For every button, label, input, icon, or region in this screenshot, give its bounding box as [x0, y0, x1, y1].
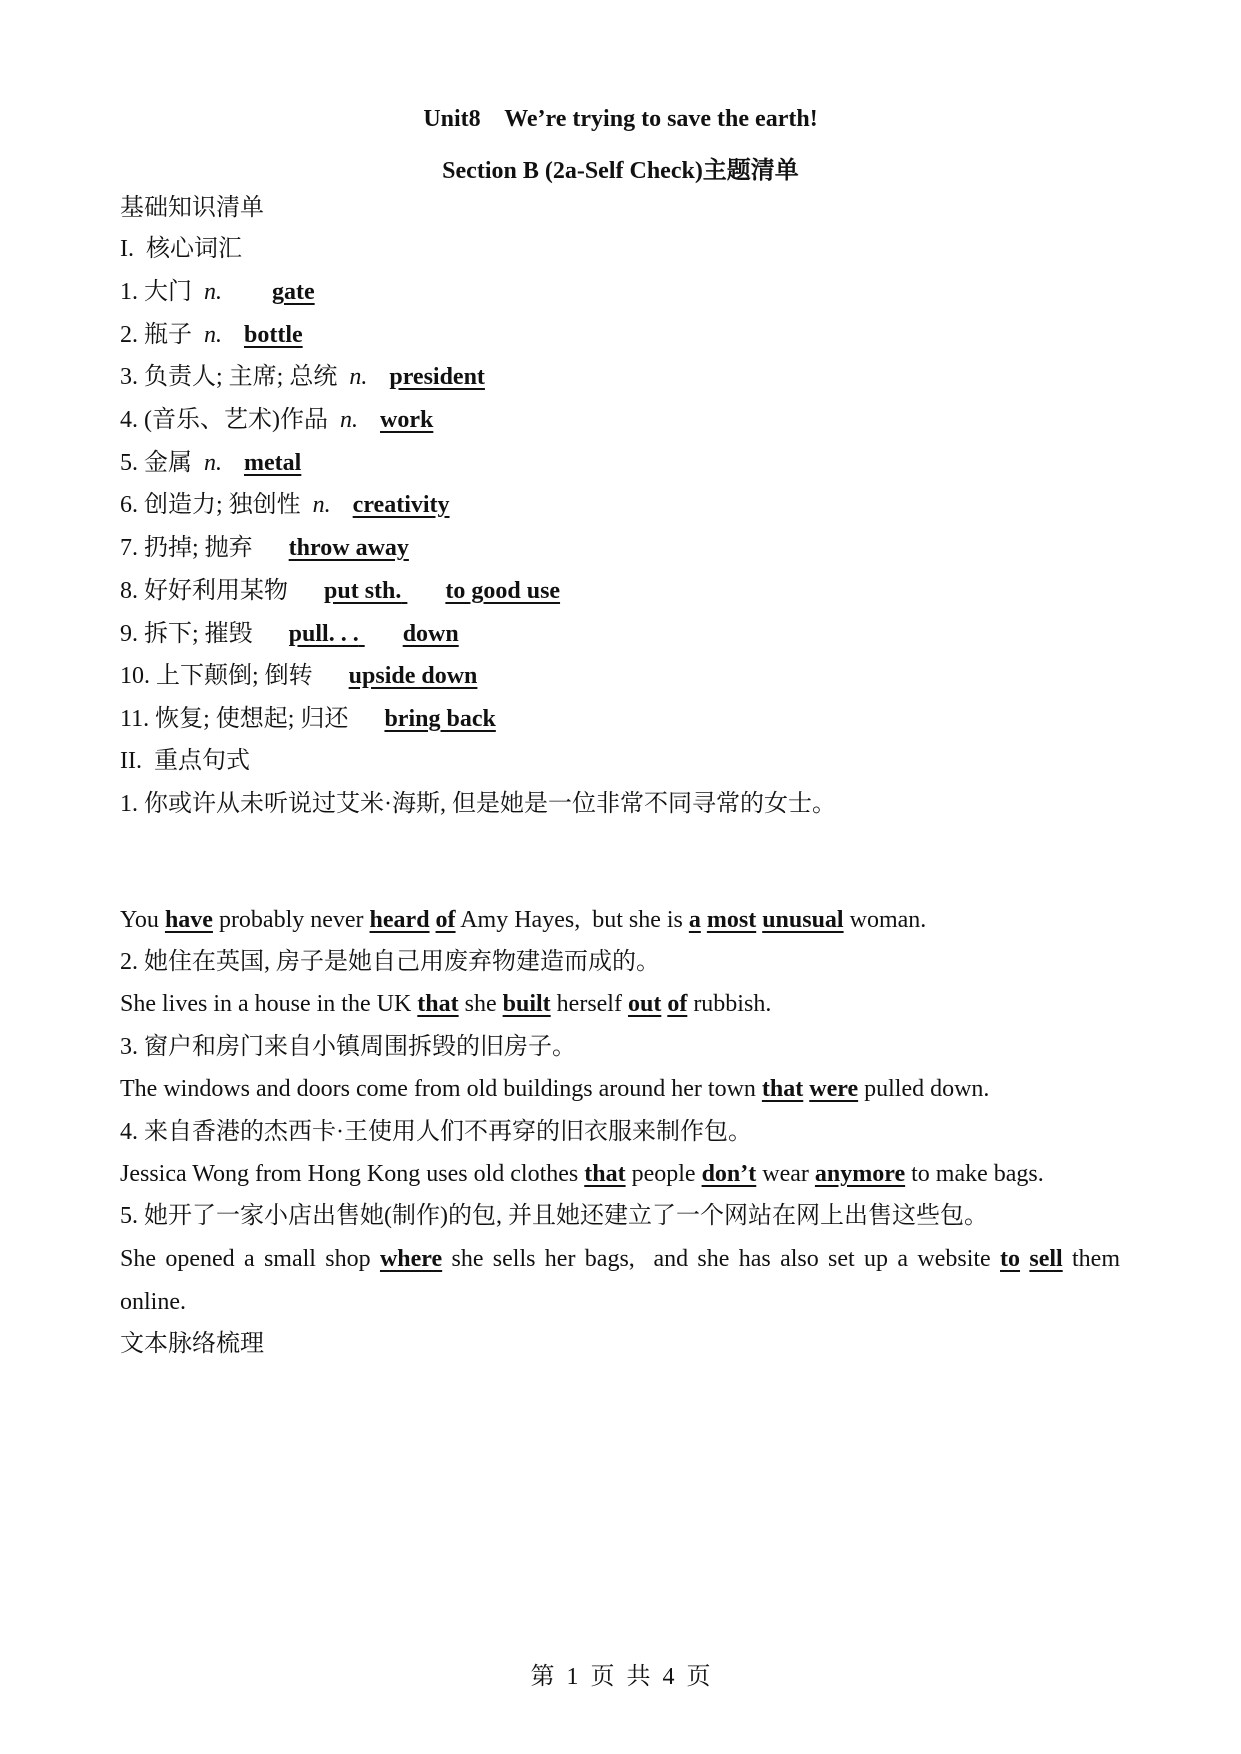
- vocab-chinese: 好好利用某物: [144, 578, 288, 604]
- vocab-item: [120, 320, 303, 350]
- section-text-heading: 文本脉络梳理: [120, 1331, 264, 1357]
- sentence-answer: that: [584, 1161, 626, 1187]
- vocab-answer: pull. . .: [288, 621, 359, 647]
- section-basic-heading: 基础知识清单: [120, 195, 264, 221]
- sentence-answer: sell: [1029, 1246, 1063, 1272]
- part-of-speech: n.: [204, 450, 222, 476]
- vocab-chinese: 金属: [144, 450, 192, 476]
- vocab-chinese: (音乐、艺术)作品: [144, 407, 328, 433]
- vocab-answer-part2: down: [402, 621, 459, 647]
- sentence-english: She lives in a house in the UK that she built herself out of rubbish.: [120, 991, 772, 1017]
- vocab-chinese: 拆下; 摧毁: [144, 621, 253, 647]
- vocab-number: 8.: [120, 578, 144, 604]
- sentence-chinese: 2. 她住在英国, 房子是她自己用废弃物建造而成的。: [120, 949, 660, 975]
- vocab-answer: metal: [244, 450, 302, 476]
- vocab-chinese: 上下颠倒; 倒转: [156, 663, 313, 689]
- sentence-answer: were: [809, 1076, 859, 1102]
- vocab-number: 11.: [120, 706, 156, 732]
- vocab-answer: gate: [272, 279, 315, 305]
- vocab-number: 4.: [120, 407, 144, 433]
- part-of-speech: n.: [339, 407, 358, 433]
- vocab-answer: bottle: [244, 322, 303, 348]
- vocab-answer-part2: to good use: [445, 578, 561, 604]
- vocab-number: 3.: [120, 364, 144, 390]
- sentence-answer: don’t: [701, 1161, 757, 1187]
- vocab-item: [120, 533, 409, 563]
- vocab-item: [120, 619, 459, 649]
- sentence-answer: to: [1000, 1246, 1021, 1272]
- sentence-answer: that: [761, 1076, 804, 1102]
- sentence-answer: anymore: [814, 1161, 906, 1187]
- vocab-item: [120, 490, 450, 520]
- vocab-answer: bring back: [384, 706, 496, 732]
- vocab-number: 10.: [120, 663, 156, 689]
- sentence-answer: unusual: [762, 907, 844, 933]
- vocab-item: [120, 704, 496, 734]
- vocab-chinese: 大门: [144, 279, 192, 305]
- vocab-item: [120, 448, 301, 478]
- sentence-heading: II. 重点句式: [120, 748, 250, 774]
- sentence-answer: have: [164, 907, 213, 933]
- vocab-answer: president: [389, 364, 485, 390]
- sentence-answer: of: [435, 907, 456, 933]
- vocab-answer: creativity: [352, 492, 450, 518]
- vocab-chinese: 创造力; 独创性: [144, 492, 301, 518]
- vocab-item: [120, 277, 315, 307]
- page-subtitle: Section B (2a-Self Check)主题清单: [442, 158, 799, 184]
- vocab-number: 5.: [120, 450, 144, 476]
- vocab-answer: upside down: [348, 663, 478, 689]
- vocab-answer: work: [379, 407, 434, 433]
- vocab-answer: put sth.: [324, 578, 402, 604]
- sentence-answer: a: [688, 907, 701, 933]
- sentence-answer: most: [706, 907, 757, 933]
- part-of-speech: n.: [349, 364, 368, 390]
- sentence-answer: built: [502, 991, 551, 1017]
- sentence-english-continued: online.: [120, 1289, 186, 1315]
- vocab-number: 1.: [120, 279, 144, 305]
- vocab-chinese: 扔掉; 抛弃: [144, 535, 253, 561]
- sentence-chinese: 3. 窗户和房门来自小镇周围拆毁的旧房子。: [120, 1034, 576, 1060]
- vocab-heading: I. 核心词汇: [120, 236, 242, 262]
- sentence-answer: that: [417, 991, 459, 1017]
- vocab-item: [120, 661, 477, 691]
- sentence-english: You have probably never heard of Amy Hayes, but she is a most unusual woman.: [120, 907, 927, 933]
- page-title: Unit8 We’re trying to save the earth!: [423, 106, 818, 132]
- sentence-answer: of: [667, 991, 688, 1017]
- sentence-chinese: 5. 她开了一家小店出售她(制作)的包, 并且她还建立了一个网站在网上出售这些包。: [120, 1203, 988, 1229]
- sentence-english: Jessica Wong from Hong Kong uses old clothes that people don’t wear anymore to make bags.: [120, 1161, 1044, 1187]
- sentence-answer: out: [627, 991, 662, 1017]
- vocab-answer: throw away: [288, 535, 409, 561]
- vocab-item: [120, 405, 433, 435]
- vocab-item: [120, 362, 485, 392]
- sentence-answer: where: [379, 1246, 443, 1272]
- sentence-chinese: 4. 来自香港的杰西卡·王使用人们不再穿的旧衣服来制作包。: [120, 1119, 752, 1145]
- vocab-chinese: 瓶子: [144, 322, 192, 348]
- sentence-english: She opened a small shop where she sells her bags, and she has also set up a website to sell them: [120, 1246, 1121, 1272]
- vocab-item: [120, 576, 560, 606]
- sentence-chinese: 1. 你或许从未听说过艾米·海斯, 但是她是一位非常不同寻常的女士。: [120, 791, 836, 817]
- vocab-chinese: 负责人; 主席; 总统: [144, 364, 338, 390]
- sentence-english: The windows and doors come from old buildings around her town that were pulled down.: [120, 1076, 990, 1102]
- vocab-number: 2.: [120, 322, 144, 348]
- vocab-number: 6.: [120, 492, 144, 518]
- vocab-number: 7.: [120, 535, 144, 561]
- part-of-speech: n.: [204, 322, 222, 348]
- page-footer: 第 1 页 共 4 页: [530, 1664, 711, 1690]
- sentence-answer: heard: [369, 907, 430, 933]
- vocab-number: 9.: [120, 621, 144, 647]
- vocab-chinese: 恢复; 使想起; 归还: [155, 706, 349, 732]
- part-of-speech: n.: [204, 279, 222, 305]
- part-of-speech: n.: [312, 492, 331, 518]
